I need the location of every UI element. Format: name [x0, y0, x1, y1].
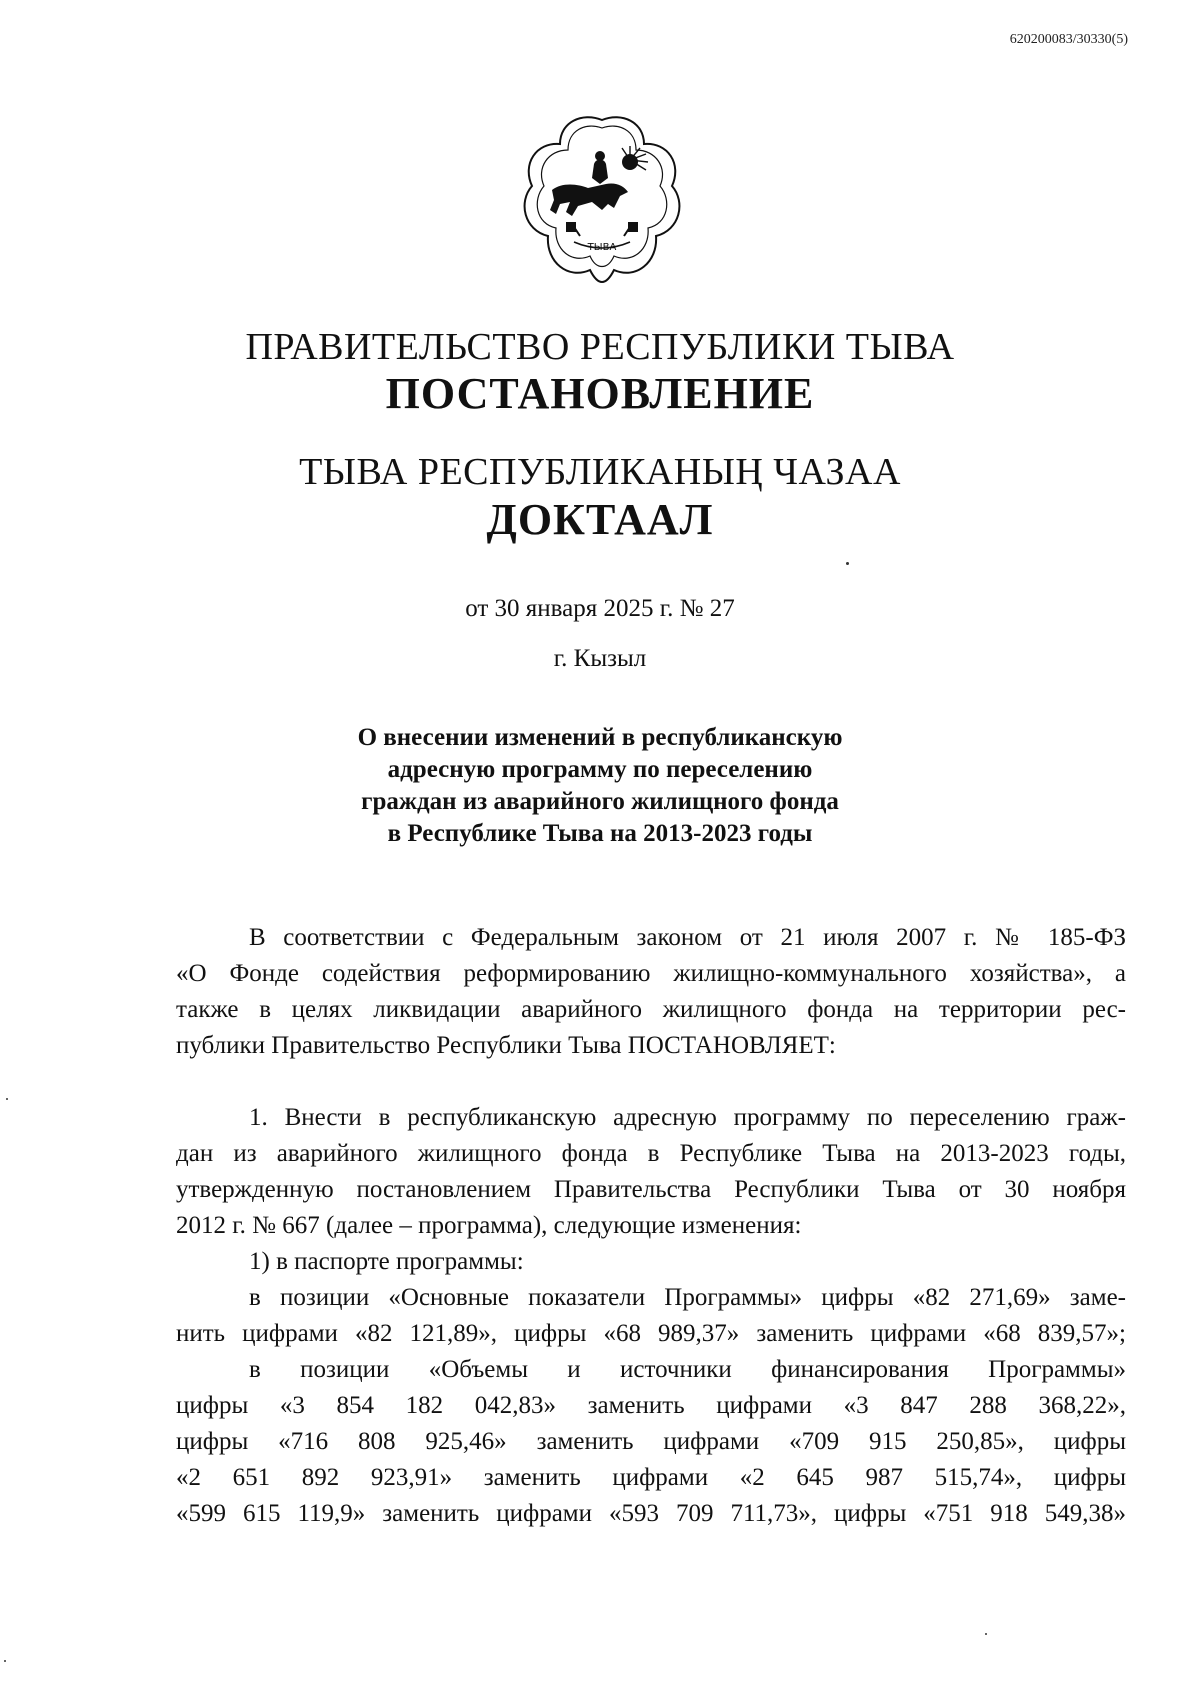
- tuva-emblem-icon: [522, 112, 682, 288]
- svg-text:ТЫВА: ТЫВА: [587, 242, 617, 253]
- scan-speck: [4, 1660, 6, 1662]
- decree-city: г. Кызыл: [553, 645, 647, 672]
- scan-speck: [985, 1633, 987, 1635]
- paragraph-line: цифры «3 854 182 042,83» заменить цифрами «3 847 288 368,22»,: [176, 1392, 1126, 1419]
- scan-speck: [6, 1098, 8, 1100]
- decree-subject: [300, 722, 900, 850]
- paragraph-line: цифры «716 808 925,46» заменить цифрами «709 915 250,85», цифры: [176, 1428, 1126, 1455]
- paragraph-line: в позиции «Основные показатели Программы» цифры «82 271,69» заме-: [249, 1284, 1126, 1311]
- paragraph-line: В соответствии с Федеральным законом от 21 июля 2007 г. № 185-ФЗ: [249, 924, 1126, 951]
- paragraph-line: «О Фонде содействия реформированию жилищно-коммунального хозяйства», а: [176, 960, 1126, 987]
- paragraph-line: 1. Внести в республиканскую адресную программу по переселению граж-: [249, 1104, 1126, 1131]
- paragraph-line: утвержденную постановлением Правительства Республики Тыва от 30 ноября: [176, 1176, 1126, 1203]
- paragraph-line: «2 651 892 923,91» заменить цифрами «2 645 987 515,74», цифры: [176, 1464, 1126, 1491]
- government-title-tyva: ТЫВА РЕСПУБЛИКАНЫҢ ЧАЗАА: [299, 451, 901, 493]
- decree-title-tyva: ДОКТААЛ: [486, 495, 714, 544]
- paragraph-line: «599 615 119,9» заменить цифрами «593 709 711,73», цифры «751 918 549,38»: [176, 1500, 1126, 1527]
- paragraph-line: публики Правительство Республики Тыва ПОСТАНОВЛЯЕТ:: [176, 1032, 836, 1059]
- subitem-passport: 1) в паспорте программы:: [249, 1248, 524, 1275]
- document-code: 620200083/30330(5): [1009, 32, 1128, 47]
- paragraph-line: дан из аварийного жилищного фонда в Республике Тыва на 2013-2023 годы,: [176, 1140, 1126, 1167]
- subject-line: адресную программу по переселению: [387, 756, 813, 783]
- subject-line: в Республике Тыва на 2013-2023 годы: [387, 820, 813, 847]
- paragraph-line: нить цифрами «82 121,89», цифры «68 989,37» заменить цифрами «68 839,57»;: [176, 1320, 1126, 1347]
- preamble-paragraph: [176, 920, 1126, 1064]
- subject-line: О внесении изменений в республиканскую: [357, 724, 843, 751]
- decree-item-1: [176, 1100, 1126, 1532]
- decree-title-ru: ПОСТАНОВЛЕНИЕ: [385, 369, 815, 418]
- decree-date-number: от 30 января 2025 г. № 27: [465, 595, 735, 622]
- paragraph-line: 2012 г. № 667 (далее – программа), следующие изменения:: [176, 1212, 802, 1239]
- paragraph-line: в позиции «Объемы и источники финансирования Программы»: [249, 1356, 1126, 1383]
- subject-line: граждан из аварийного жилищного фонда: [361, 788, 839, 815]
- government-title-ru: ПРАВИТЕЛЬСТВО РЕСПУБЛИКИ ТЫВА: [245, 326, 955, 368]
- scan-speck: [846, 562, 849, 565]
- paragraph-line: также в целях ликвидации аварийного жилищного фонда на территории рес-: [176, 996, 1126, 1023]
